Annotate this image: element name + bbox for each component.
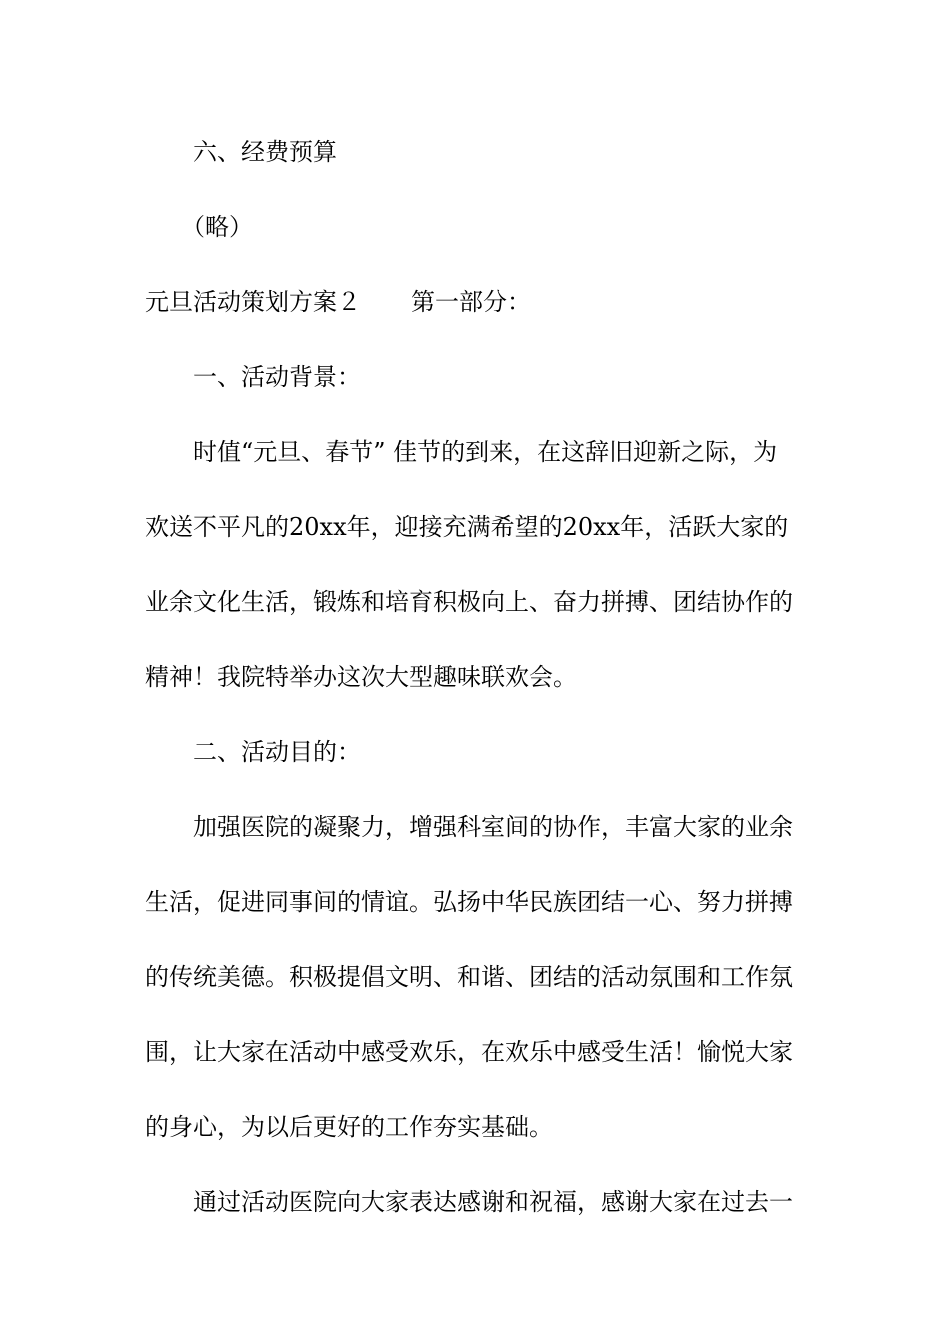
paragraph-line: 加强医院的凝聚力，增强科室间的协作，丰富大家的业余 <box>193 813 793 841</box>
paragraph-line: 业余文化生活，锻炼和培育积极向上、奋力拼搏、团结协作的 <box>145 588 793 616</box>
plan-title: 元旦活动策划方案２ <box>145 288 361 316</box>
paragraph-line: 欢送不平凡的20xx年，迎接充满希望的20xx年，活跃大家的 <box>145 513 789 541</box>
paragraph-line: 通过活动医院向大家表达感谢和祝福，感谢大家在过去一 <box>193 1188 793 1216</box>
paragraph-line: 的身心，为以后更好的工作夯实基础。 <box>145 1113 553 1141</box>
plan-title-line <box>145 286 810 318</box>
paragraph-line: 时值“元旦、春节” 佳节的到来，在这辞旧迎新之际，为 <box>193 438 778 466</box>
paragraph-line: （略） <box>181 213 253 241</box>
paragraph-line: 的传统美德。积极提倡文明、和谐、团结的活动氛围和工作氛 <box>145 963 793 991</box>
section-heading: 二、活动目的： <box>193 738 361 766</box>
paragraph-line: 精神！我院特举办这次大型趣味联欢会。 <box>145 663 577 691</box>
plan-part-label: 第一部分： <box>411 288 531 316</box>
paragraph-line: 生活，促进同事间的情谊。弘扬中华民族团结一心、努力拼搏 <box>145 888 793 916</box>
paragraph-line: 围，让大家在活动中感受欢乐，在欢乐中感受生活！愉悦大家 <box>145 1038 793 1066</box>
section-heading: 六、经费预算 <box>193 138 337 166</box>
section-heading: 一、活动背景： <box>193 363 361 391</box>
